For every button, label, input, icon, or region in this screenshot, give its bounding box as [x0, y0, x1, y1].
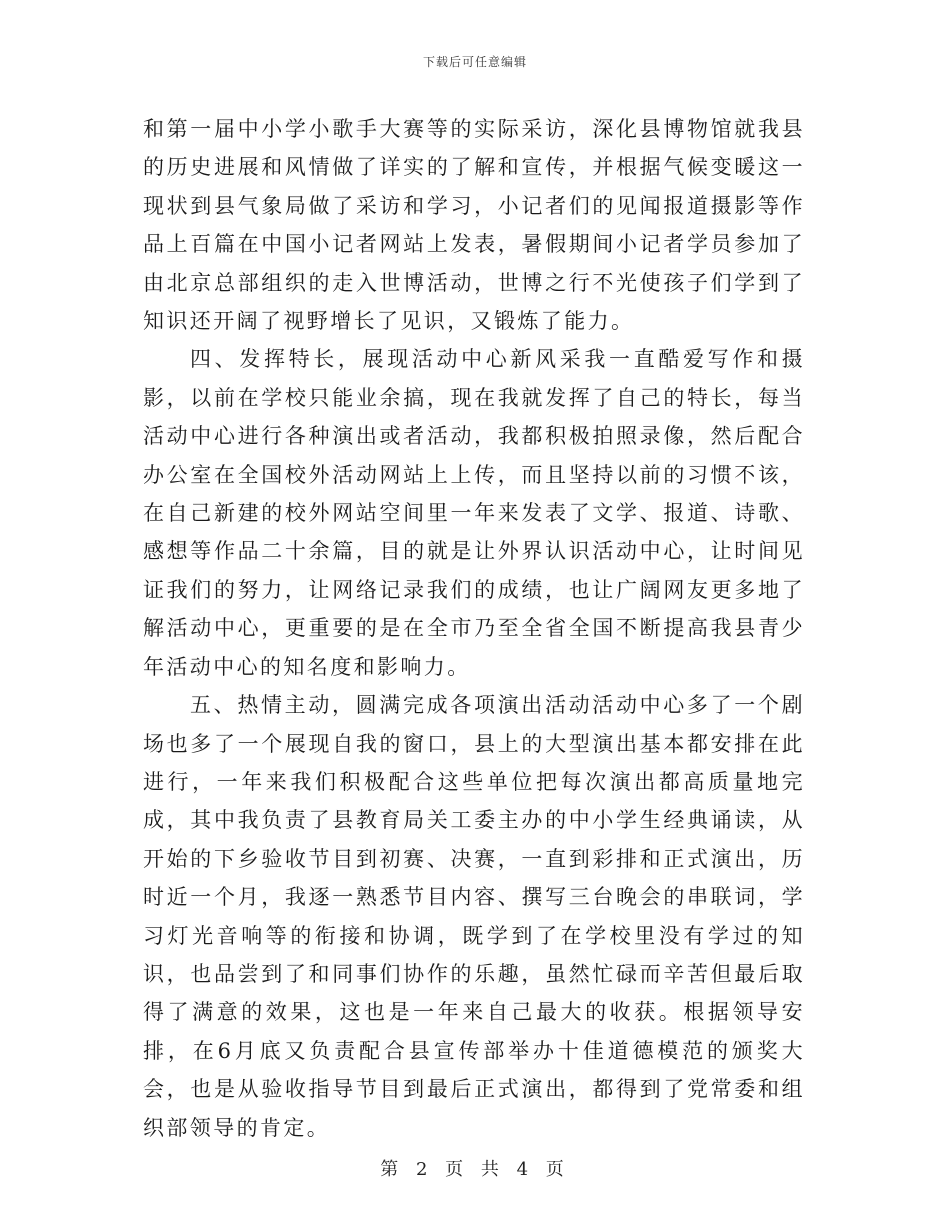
paragraph-continuation: 和第一届中小学小歌手大赛等的实际采访，深化县博物馆就我县的历史进展和风情做了详实的了解和宣传，并根据气候变暖这一现状到县气象局做了采访和学习，小记者们的见闻报道摄影等作品上百篇在中国小记者网站上发表，暑假期间小记者学员参加了由北京总部组织的走入世博活动，世博之行不光使孩子们学到了知识还开阔了视野增长了见识，又锻炼了能力。 [143, 117, 805, 334]
paragraph-section-four: 四、发挥特长，展现活动中心新风采我一直酷爱写作和摄影，以前在学校只能业余搞，现在我就发挥了自己的特长，每当活动中心进行各种演出或者活动，我都积极拍照录像，然后配合办公室在全国校外活动网站上上传，而且坚持以前的习惯不该，在自己新建的校外网站空间里一年来发表了文学、报道、诗歌、感想等作品二十余篇，目的就是让外界认识活动中心，让时间见证我们的努力，让网络记录我们的成绩，也让广阔网友更多地了解活动中心，更重要的是在全市乃至全省全国不断提高我县青少年活动中心的知名度和影响力。 [143, 347, 805, 679]
paragraph-section-five: 五、热情主动，圆满完成各项演出活动活动中心多了一个剧场也多了一个展现自我的窗口，县上的大型演出基本都安排在此进行，一年来我们积极配合这些单位把每次演出都高质量地完成，其中我负责了县教育局关工委主办的中小学生经典诵读，从开始的下乡验收节目到初赛、决赛，一直到彩排和正式演出，历时近一个月，我逐一熟悉节目内容、撰写三台晚会的串联词，学习灯光音响等的衔接和协调，既学到了在学校里没有学过的知识，也品尝到了和同事们协作的乐趣，虽然忙碌而辛苦但最后取得了满意的效果，这也是一年来自己最大的收获。根据领导安排，在6月底又负责配合县宣传部举办十佳道德模范的颁奖大会，也是从验收指导节目到最后正式演出，都得到了党常委和组织部领导的肯定。 [143, 693, 805, 1140]
page-header: 下载后可任意编辑 [422, 55, 527, 69]
document-body [143, 110, 805, 1147]
page-number-footer: 第 2 页 共 4 页 [380, 1159, 570, 1180]
